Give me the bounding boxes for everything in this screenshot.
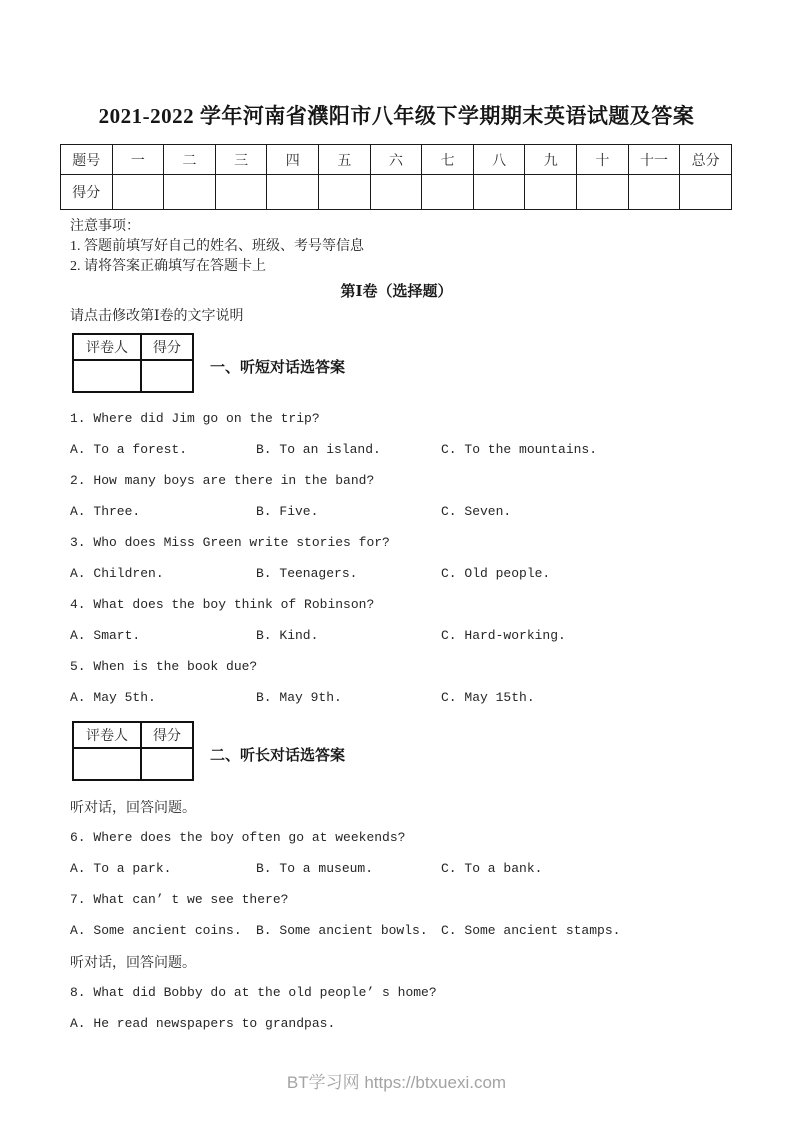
grader-blank-cell (73, 360, 141, 392)
score-table-header-cell: 一 (112, 145, 164, 175)
question-options (70, 558, 730, 589)
score-blank-cell (680, 175, 732, 210)
option-c: C. To the mountains. (441, 442, 598, 457)
option-b: B. Some ancient bowls. (256, 923, 428, 938)
question-options (70, 620, 730, 651)
listen-prompt: 听对话，回答问题。 (70, 800, 196, 816)
option-a: A. Children. (70, 566, 164, 581)
grader-blank-cell (73, 748, 141, 780)
score-blank-cell (628, 175, 680, 210)
option-a: A. He read newspapers to grandpas. (70, 1016, 336, 1031)
score-table-header-cell: 十一 (628, 145, 680, 175)
listen-prompt: 听对话，回答问题。 (70, 955, 196, 971)
exam-notes (70, 217, 793, 277)
page-title: 2021-2022 学年河南省濮阳市八年级下学期期末英语试题及答案 (98, 104, 695, 128)
option-a: A. Smart. (70, 628, 141, 643)
grader-score-box (72, 333, 194, 393)
question-stem: 7. What can’ t we see there? (70, 892, 289, 907)
question-options (70, 915, 730, 946)
score-label-cell: 得分 (141, 722, 193, 748)
option-a: A. Some ancient coins. (70, 923, 242, 938)
option-c: C. Hard-working. (441, 628, 566, 643)
score-blank-cell (267, 175, 319, 210)
question-options (70, 496, 730, 527)
option-b: B. To a museum. (256, 861, 374, 876)
score-table-header-cell: 九 (525, 145, 577, 175)
score-blank-cell (141, 360, 193, 392)
option-c: C. Some ancient stamps. (441, 923, 621, 938)
score-blank-cell (473, 175, 525, 210)
score-blank-cell (525, 175, 577, 210)
score-table-header-cell: 三 (215, 145, 267, 175)
score-table-header-cell: 十 (577, 145, 629, 175)
site-watermark: BT学习网 https://btxuexi.com (286, 1073, 507, 1092)
section1-questions (70, 403, 730, 713)
option-a: A. Three. (70, 504, 141, 519)
score-table-header-cell: 题号 (61, 145, 113, 175)
score-blank-cell (112, 175, 164, 210)
score-table-value-row (61, 175, 732, 210)
score-summary-table (60, 144, 732, 210)
section1-title: 一、听短对话选答案 (210, 360, 346, 376)
score-table-header-cell: 二 (164, 145, 216, 175)
question-options (70, 434, 730, 465)
option-c: C. May 15th. (441, 690, 535, 705)
option-b: B. May 9th. (256, 690, 342, 705)
score-table-header-cell: 八 (473, 145, 525, 175)
question-stem: 6. Where does the boy often go at weekends? (70, 830, 406, 845)
score-table-header-cell: 六 (370, 145, 422, 175)
score-blank-cell (215, 175, 267, 210)
grader-label-cell: 评卷人 (73, 334, 141, 360)
option-b: B. Teenagers. (256, 566, 358, 581)
notes-item-1: 1. 答题前填写好自己的姓名、班级、考号等信息 (70, 239, 364, 254)
option-a: A. May 5th. (70, 690, 156, 705)
notes-heading: 注意事项： (70, 219, 140, 234)
notes-item-2: 2. 请将答案正确填写在答题卡上 (70, 259, 266, 274)
question-stem: 1. Where did Jim go on the trip? (70, 411, 320, 426)
section2-questions (70, 791, 730, 1039)
part1-edit-hint[interactable]: 请点击修改第Ⅰ卷的文字说明 (70, 309, 244, 324)
score-row-label: 得分 (61, 175, 113, 210)
question-stem: 2. How many boys are there in the band? (70, 473, 375, 488)
score-blank-cell (577, 175, 629, 210)
question-stem: 8. What did Bobby do at the old people’ s home? (70, 985, 437, 1000)
option-a: A. To a park. (70, 861, 172, 876)
score-table-header-row (61, 145, 732, 175)
score-blank-cell (319, 175, 371, 210)
option-b: B. Kind. (256, 628, 319, 643)
part1-heading: 第Ⅰ卷（选择题） (340, 284, 453, 300)
score-blank-cell (422, 175, 474, 210)
grader-score-box (72, 721, 194, 781)
score-blank-cell (370, 175, 422, 210)
grader-label-cell: 评卷人 (73, 722, 141, 748)
score-blank-cell (164, 175, 216, 210)
section2-head (72, 719, 793, 781)
question-stem: 5. When is the book due? (70, 659, 258, 674)
option-c: C. Old people. (441, 566, 551, 581)
score-label-cell: 得分 (141, 334, 193, 360)
score-table-header-cell: 四 (267, 145, 319, 175)
question-options (70, 682, 730, 713)
option-b: B. To an island. (256, 442, 381, 457)
question-options (70, 853, 730, 884)
question-stem: 3. Who does Miss Green write stories for? (70, 535, 390, 550)
question-stem: 4. What does the boy think of Robinson? (70, 597, 375, 612)
option-b: B. Five. (256, 504, 319, 519)
score-table-header-cell: 总分 (680, 145, 732, 175)
score-table-header-cell: 五 (319, 145, 371, 175)
option-c: C. Seven. (441, 504, 512, 519)
score-blank-cell (141, 748, 193, 780)
section2-title: 二、听长对话选答案 (210, 748, 346, 764)
option-a: A. To a forest. (70, 442, 188, 457)
score-table-header-cell: 七 (422, 145, 474, 175)
option-c: C. To a bank. (441, 861, 543, 876)
section1-head (72, 331, 793, 393)
